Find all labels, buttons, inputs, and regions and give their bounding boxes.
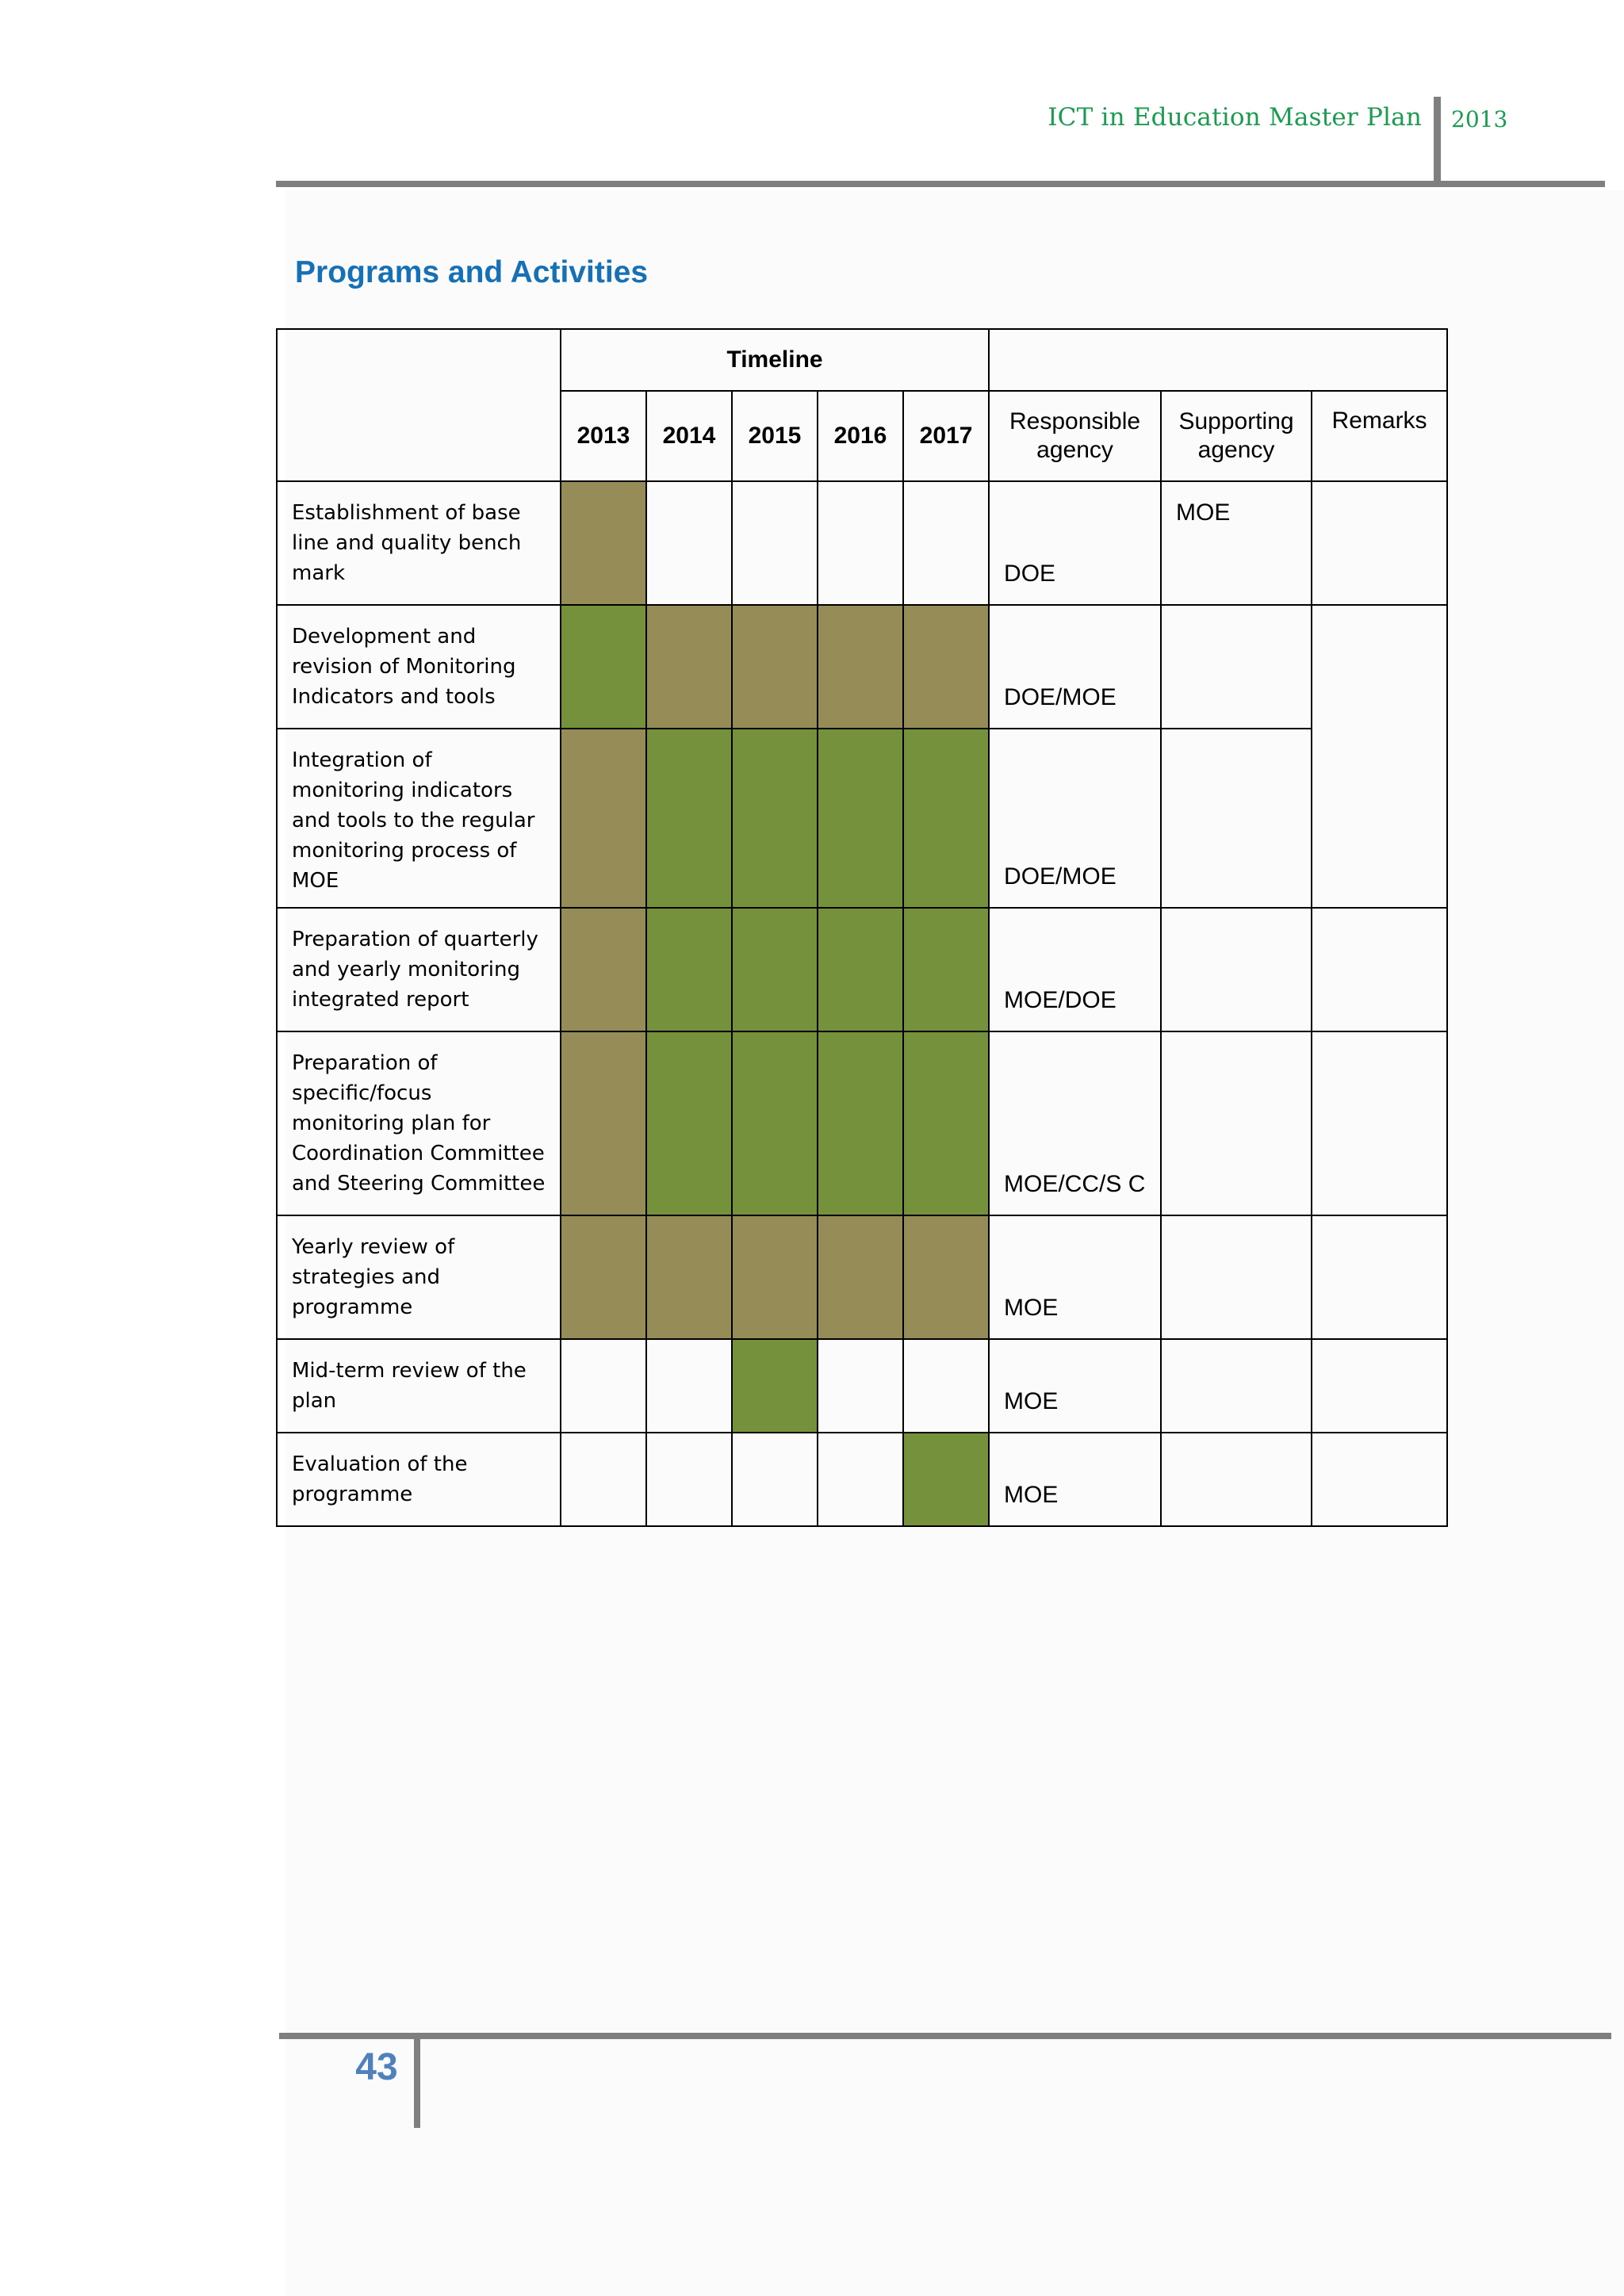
remarks-cell [1312, 481, 1447, 605]
activity-cell: Evaluation of the programme [277, 1433, 561, 1526]
table-row [277, 1433, 1447, 1526]
supporting-agency-cell [1161, 1031, 1312, 1215]
supporting-agency-header: Supporting agency [1161, 391, 1312, 481]
activity-cell: Yearly review of strategies and programme [277, 1215, 561, 1339]
timeline-cell-2015 [732, 1215, 818, 1339]
timeline-cell-2014 [646, 1339, 732, 1433]
responsible-agency-cell: DOE [989, 481, 1161, 605]
supporting-agency-cell [1161, 729, 1312, 908]
responsible-agency-cell: MOE/DOE [989, 908, 1161, 1031]
timeline-cell-2015 [732, 1339, 818, 1433]
activity-cell: Preparation of quarterly and yearly monitoring integrated report [277, 908, 561, 1031]
page-number: 43 [355, 2046, 398, 2088]
timeline-cell-2016 [818, 729, 903, 908]
timeline-cell-2017 [903, 1433, 989, 1526]
responsible-agency-cell: DOE/MOE [989, 605, 1161, 729]
timeline-cell-2016 [818, 481, 903, 605]
activity-cell: Mid-term review of the plan [277, 1339, 561, 1433]
remarks-cell [1312, 908, 1447, 1031]
timeline-cell-2017 [903, 1215, 989, 1339]
timeline-header: Timeline [561, 329, 989, 391]
timeline-cell-2014 [646, 481, 732, 605]
header-row-1 [277, 329, 1447, 391]
document-title: ICT in Education Master Plan [1048, 103, 1422, 132]
timeline-cell-2014 [646, 1215, 732, 1339]
footer-rule [279, 2033, 1611, 2039]
table-row [277, 481, 1447, 605]
responsible-agency-cell: MOE [989, 1215, 1161, 1339]
timeline-cell-2014 [646, 1433, 732, 1526]
supporting-agency-cell [1161, 908, 1312, 1031]
timeline-cell-2017 [903, 908, 989, 1031]
responsible-agency-cell: MOE [989, 1339, 1161, 1433]
footer-divider [414, 2036, 420, 2128]
timeline-cell-2017 [903, 1031, 989, 1215]
header-rule [276, 181, 1605, 187]
timeline-cell-2015 [732, 1031, 818, 1215]
timeline-cell-2013 [561, 908, 646, 1031]
responsible-agency-cell: DOE/MOE [989, 729, 1161, 908]
timeline-cell-2016 [818, 605, 903, 729]
programs-timeline-table [276, 328, 1448, 1527]
timeline-cell-2013 [561, 1433, 646, 1526]
timeline-cell-2017 [903, 1339, 989, 1433]
timeline-cell-2014 [646, 605, 732, 729]
timeline-cell-2013 [561, 729, 646, 908]
table-body [277, 481, 1447, 1526]
timeline-cell-2013 [561, 481, 646, 605]
timeline-cell-2013 [561, 1031, 646, 1215]
supporting-agency-cell: MOE [1161, 481, 1312, 605]
responsible-agency-cell: MOE [989, 1433, 1161, 1526]
supporting-agency-cell [1161, 1339, 1312, 1433]
remarks-cell [1312, 605, 1447, 908]
activity-header-cell [277, 329, 561, 481]
table-row [277, 729, 1447, 908]
document-year: 2013 [1451, 106, 1508, 132]
section-title: Programs and Activities [295, 255, 649, 289]
year-header: 2017 [903, 391, 989, 481]
year-header: 2013 [561, 391, 646, 481]
table-row [277, 1031, 1447, 1215]
timeline-cell-2014 [646, 729, 732, 908]
table-row [277, 605, 1447, 729]
supporting-agency-cell [1161, 1433, 1312, 1526]
remarks-cell [1312, 1339, 1447, 1433]
timeline-cell-2013 [561, 1215, 646, 1339]
remarks-cell [1312, 1031, 1447, 1215]
table-row [277, 1215, 1447, 1339]
year-header: 2016 [818, 391, 903, 481]
responsible-agency-header: Responsible agency [989, 391, 1161, 481]
supporting-agency-cell [1161, 605, 1312, 729]
activity-cell: Development and revision of Monitoring Indicators and tools [277, 605, 561, 729]
timeline-cell-2013 [561, 605, 646, 729]
remarks-cell [1312, 1215, 1447, 1339]
timeline-cell-2017 [903, 605, 989, 729]
table-row [277, 1339, 1447, 1433]
timeline-cell-2016 [818, 1031, 903, 1215]
timeline-cell-2016 [818, 1339, 903, 1433]
timeline-cell-2016 [818, 1215, 903, 1339]
header-divider [1434, 97, 1441, 186]
supporting-agency-cell [1161, 1215, 1312, 1339]
timeline-cell-2015 [732, 605, 818, 729]
remarks-cell [1312, 1433, 1447, 1526]
agency-group-header [989, 329, 1447, 391]
timeline-cell-2014 [646, 1031, 732, 1215]
timeline-cell-2016 [818, 1433, 903, 1526]
timeline-cell-2015 [732, 481, 818, 605]
year-header: 2015 [732, 391, 818, 481]
timeline-cell-2015 [732, 908, 818, 1031]
activity-cell: Integration of monitoring indicators and tools to the regular monitoring process of MOE [277, 729, 561, 908]
timeline-cell-2017 [903, 729, 989, 908]
timeline-cell-2014 [646, 908, 732, 1031]
timeline-cell-2015 [732, 729, 818, 908]
activity-cell: Establishment of base line and quality bench mark [277, 481, 561, 605]
timeline-cell-2015 [732, 1433, 818, 1526]
table-row [277, 908, 1447, 1031]
activity-cell: Preparation of specific/focus monitoring plan for Coordination Committee and Steering Committee [277, 1031, 561, 1215]
timeline-cell-2013 [561, 1339, 646, 1433]
year-header: 2014 [646, 391, 732, 481]
remarks-header: Remarks [1312, 391, 1447, 481]
timeline-cell-2016 [818, 908, 903, 1031]
responsible-agency-cell: MOE/CC/S C [989, 1031, 1161, 1215]
timeline-cell-2017 [903, 481, 989, 605]
